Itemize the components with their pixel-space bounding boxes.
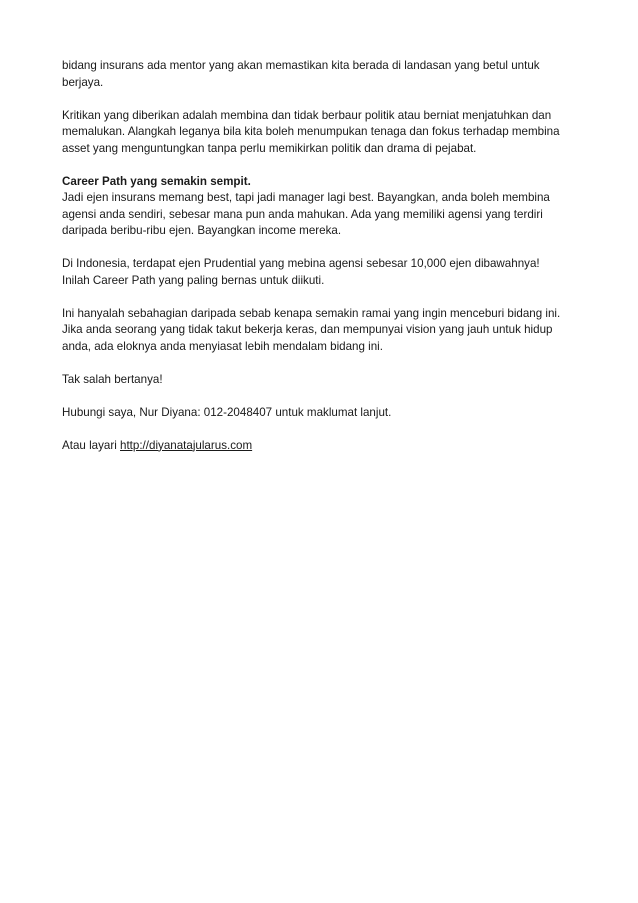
text-line: Jika anda seorang yang tidak takut bekerja keras, dan mempunyai vision yang jauh untuk hidup <box>62 323 553 336</box>
link-prefix: Atau layari <box>62 438 120 452</box>
text-line <box>62 438 582 455</box>
text-line: agensi anda sendiri, sebesar mana pun anda mahukan. Ada yang memiliki agensi yang terdiri <box>62 207 543 221</box>
text-line: daripada beribu-ribu ejen. Bayangkan income mereka. <box>62 224 342 237</box>
paragraph-tak-salah <box>62 372 582 389</box>
section-heading: Career Path yang semakin sempit. <box>62 174 251 188</box>
text-line: Jadi ejen insurans memang best, tapi jadi manager lagi best. Bayangkan, anda boleh membina <box>62 191 550 204</box>
paragraph-mentor <box>62 58 582 91</box>
text-line: Hubungi saya, Nur Diyana: 012-2048407 untuk maklumat lanjut. <box>62 405 392 419</box>
text-line: berjaya. <box>62 75 104 89</box>
text-line: Kritikan yang diberikan adalah membina dan tidak berbaur politik atau berniat menjatuhkan dan <box>62 108 552 122</box>
text-line: anda, ada eloknya anda menyiasat lebih mendalam bidang ini. <box>62 339 383 353</box>
paragraph-career-path <box>62 174 582 240</box>
website-link[interactable]: http://diyanatajularus.com <box>120 438 253 452</box>
text-line: bidang insurans ada mentor yang akan memastikan kita berada di landasan yang betul untuk <box>62 59 540 72</box>
text-line: Inilah Career Path yang paling bernas untuk diikuti. <box>62 273 325 287</box>
text-line: Di Indonesia, terdapat ejen Prudential yang mebina agensi sebesar 10,000 ejen dibawahnya! <box>62 257 540 270</box>
text-line: Tak salah bertanya! <box>62 372 163 386</box>
paragraph-indonesia <box>62 256 582 289</box>
text-line: asset yang menguntungkan tanpa perlu memikirkan politik dan drama di pejabat. <box>62 141 477 155</box>
paragraph-sebab <box>62 306 582 356</box>
paragraph-kritikan <box>62 108 582 158</box>
text-line: Ini hanyalah sebahagian daripada sebab kenapa semakin ramai yang ingin menceburi bidang ini. <box>62 306 561 320</box>
text-line: memalukan. Alangkah leganya bila kita boleh menumpukan tenaga dan fokus terhadap membina <box>62 125 560 138</box>
paragraph-layari <box>62 438 582 455</box>
paragraph-hubungi <box>62 405 582 422</box>
document-page <box>62 58 582 471</box>
